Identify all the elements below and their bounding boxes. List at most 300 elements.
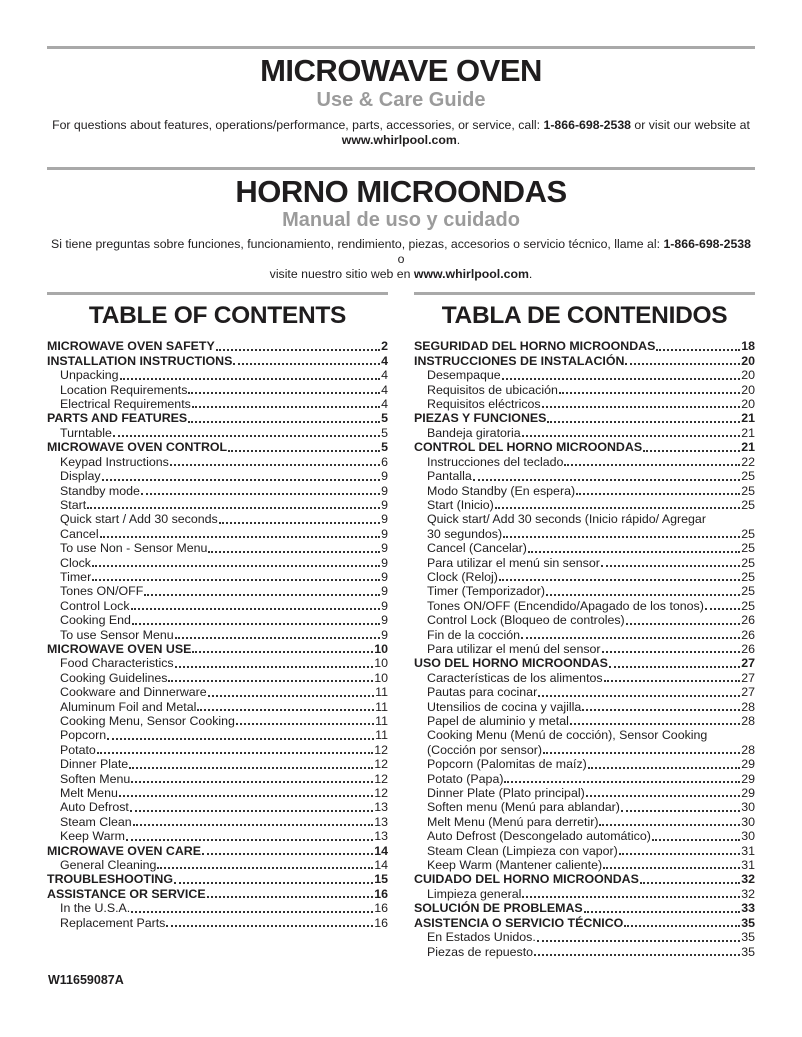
toc-entry-label: INSTRUCCIONES DE INSTALACIÓN — [414, 353, 625, 368]
toc-entry — [414, 541, 755, 555]
toc-page-number: 26 — [741, 613, 755, 628]
toc-page-number: 30 — [741, 829, 755, 844]
toc-entry-label: Características de los alimentos — [427, 670, 603, 685]
doc-title-es: HORNO MICROONDAS — [235, 173, 567, 209]
toc-page-number: 27 — [741, 685, 755, 700]
toc-page-number: 29 — [741, 786, 755, 801]
toc-entry-label: Timer — [60, 569, 92, 584]
toc-entry — [414, 916, 755, 930]
divider — [47, 292, 388, 295]
toc-entry-label: Cooking Menu, Sensor Cooking — [60, 714, 235, 729]
dot-leader — [126, 839, 373, 841]
toc-entry-label: Keypad Instructions — [60, 454, 169, 469]
toc-page-number: 26 — [741, 627, 755, 642]
dot-leader — [522, 896, 740, 898]
toc-entry-label: SOLUCIÓN DE PROBLEMAS — [414, 901, 583, 916]
dot-leader — [576, 493, 740, 495]
dot-leader — [119, 795, 373, 797]
toc-page-number: 13 — [374, 829, 388, 844]
toc-page-number: 29 — [741, 771, 755, 786]
toc-heading-en: TABLE OF CONTENTS — [88, 302, 347, 330]
toc-page-number: 21 — [741, 425, 755, 440]
toc-entry — [47, 527, 388, 541]
toc-page-number: 30 — [741, 800, 755, 815]
dot-leader — [582, 709, 740, 711]
toc-entry — [414, 498, 755, 512]
toc-page-number: 25 — [741, 469, 755, 484]
toc-entry-label: PARTS AND FEATURES — [47, 411, 188, 426]
toc-page-number: 10 — [374, 670, 388, 685]
toc-page-number: 25 — [741, 569, 755, 584]
dot-leader — [601, 565, 740, 567]
toc-entry-label: In the U.S.A. — [60, 901, 131, 916]
toc-entry-label: Para utilizar el menú sin sensor — [427, 555, 600, 570]
toc-entry — [414, 656, 755, 670]
toc-entry-label: Display — [60, 469, 101, 484]
toc-entry — [47, 815, 388, 829]
toc-entry — [47, 613, 388, 627]
dot-leader — [625, 363, 740, 365]
toc-page-number: 31 — [741, 843, 755, 858]
toc-entry — [47, 887, 388, 901]
toc-page-number: 21 — [741, 440, 755, 455]
toc-entry — [414, 628, 755, 642]
contact-text-es-pre: Si tiene preguntas sobre funciones, funcionamiento, rendimiento, piezas, accesorios o servicio técnico, llame al: — [51, 237, 664, 252]
website-url-es: www.whirlpool.com — [413, 267, 529, 282]
dot-leader — [537, 940, 740, 942]
toc-page-number: 13 — [374, 800, 388, 815]
toc-page-number: 5 — [381, 425, 388, 440]
dot-leader — [609, 666, 740, 668]
toc-entry — [47, 397, 388, 411]
phone-number-es: 1-866-698-2538 — [663, 237, 751, 252]
toc-entry — [47, 368, 388, 382]
toc-entry — [414, 455, 755, 469]
dot-leader — [233, 363, 380, 365]
toc-entry-label: Location Requirements — [60, 382, 188, 397]
toc-page-number: 27 — [741, 670, 755, 685]
toc-page-number: 18 — [741, 339, 755, 354]
toc-entry — [414, 844, 755, 858]
toc-entry-label: Cooking End — [60, 613, 131, 628]
dot-leader — [131, 911, 373, 913]
dot-leader — [502, 378, 741, 380]
dot-leader — [120, 378, 381, 380]
phone-number-en: 1-866-698-2538 — [543, 117, 632, 132]
toc-list-es — [414, 339, 755, 958]
dot-leader — [188, 392, 380, 394]
toc-entry — [414, 872, 755, 886]
dot-leader — [473, 479, 740, 481]
toc-page-number: 9 — [381, 569, 388, 584]
toc-page-number: 16 — [374, 915, 388, 930]
toc-entry — [47, 671, 388, 685]
divider — [47, 46, 755, 49]
toc-entry-label: (Cocción por sensor) — [427, 742, 543, 757]
toc-entry — [47, 916, 388, 930]
dot-leader — [131, 781, 373, 783]
toc-page-number: 32 — [741, 872, 755, 887]
toc-entry — [47, 455, 388, 469]
toc-entry — [414, 584, 755, 598]
doc-title-en: MICROWAVE OVEN — [260, 53, 542, 88]
toc-entry — [414, 901, 755, 915]
toc-entry-label: Papel de aluminio y metal — [427, 714, 569, 729]
toc-page-number: 32 — [741, 886, 755, 901]
toc-entry — [47, 484, 388, 498]
toc-entry-label: Control Lock — [60, 598, 130, 613]
toc-entry-label: MICROWAVE OVEN CARE — [47, 843, 201, 858]
toc-entry — [47, 628, 388, 642]
toc-entry — [414, 512, 755, 526]
toc-page-number: 9 — [381, 483, 388, 498]
toc-page-number: 9 — [381, 541, 388, 556]
contact-text-en-post: or visit our website at — [631, 117, 750, 132]
dot-leader — [197, 709, 374, 711]
dot-leader — [528, 551, 740, 553]
toc-entry — [47, 584, 388, 598]
toc-entry-label: Cooking Menu (Menú de cocción), Sensor Cooking — [427, 728, 708, 743]
toc-page-number: 14 — [374, 843, 388, 858]
toc-entry-label: Turntable — [60, 425, 112, 440]
toc-page-number: 35 — [741, 915, 755, 930]
toc-entry-label: Steam Clean (Limpieza con vapor) — [427, 843, 618, 858]
dot-leader — [503, 536, 740, 538]
toc-entry-label: Pautas para cocinar — [427, 685, 538, 700]
dot-leader — [92, 565, 380, 567]
toc-entry-label: Clock (Reloj) — [427, 569, 498, 584]
toc-entry — [414, 570, 755, 584]
toc-entry-label: Instrucciones del teclado — [427, 454, 564, 469]
toc-page-number: 20 — [741, 397, 755, 412]
toc-page-number: 4 — [381, 397, 388, 412]
dot-leader — [656, 349, 740, 351]
toc-entry-label: Potato — [60, 742, 96, 757]
dot-leader — [87, 507, 380, 509]
toc-entry-label: En Estados Unidos. — [427, 930, 536, 945]
toc-entry-label: SEGURIDAD DEL HORNO MICROONDAS — [414, 339, 656, 354]
toc-entry — [47, 700, 388, 714]
toc-entry — [47, 772, 388, 786]
toc-entry — [414, 426, 755, 440]
toc-column-es — [414, 292, 755, 959]
toc-entry-label: Start — [60, 497, 87, 512]
dot-leader — [584, 911, 741, 913]
dot-leader — [599, 824, 740, 826]
toc-page-number: 16 — [374, 886, 388, 901]
dot-leader — [107, 738, 374, 740]
toc-entry — [47, 743, 388, 757]
toc-entry-label: Utensilios de cocina y vajilla — [427, 699, 582, 714]
toc-entry — [414, 858, 755, 872]
dot-leader — [626, 623, 741, 625]
toc-entry-label: Potato (Papa) — [427, 771, 504, 786]
toc-entry — [47, 556, 388, 570]
toc-entry — [414, 642, 755, 656]
toc-entry — [414, 700, 755, 714]
toc-page-number: 30 — [741, 814, 755, 829]
toc-page-number: 5 — [381, 440, 388, 455]
dot-leader — [113, 435, 380, 437]
toc-entry — [414, 743, 755, 757]
dot-leader — [570, 723, 740, 725]
toc-page-number: 25 — [741, 497, 755, 512]
dot-leader — [588, 767, 740, 769]
toc-entry-label: Food Characteristics — [60, 656, 174, 671]
toc-entry-label: Fin de la cocción — [427, 627, 520, 642]
dot-leader — [640, 882, 740, 884]
dot-leader — [102, 479, 380, 481]
toc-page-number: 4 — [381, 382, 388, 397]
toc-page-number: 11 — [375, 728, 388, 743]
toc-entry-label: USO DEL HORNO MICROONDAS — [414, 656, 608, 671]
dot-leader — [188, 421, 380, 423]
dot-leader — [603, 867, 740, 869]
dot-leader — [216, 349, 380, 351]
toc-page-number: 20 — [741, 368, 755, 383]
toc-entry-label: Cookware and Dinnerware — [60, 685, 207, 700]
doc-subtitle-en: Use & Care Guide — [316, 88, 486, 111]
toc-entry — [47, 844, 388, 858]
dot-leader — [236, 723, 374, 725]
toc-entry-label: Desempaque — [427, 368, 501, 383]
toc-entry-label: Dinner Plate (Plato principal) — [427, 786, 585, 801]
toc-page-number: 25 — [741, 584, 755, 599]
dot-leader — [144, 594, 380, 596]
toc-entry-label: Requisitos de ubicación — [427, 382, 558, 397]
dot-leader — [542, 406, 741, 408]
toc-page-number: 15 — [374, 872, 388, 887]
toc-page-number: 12 — [374, 771, 388, 786]
toc-page-number: 9 — [381, 613, 388, 628]
toc-entry — [47, 498, 388, 512]
dot-leader — [652, 839, 740, 841]
toc-entry-label: General Cleaning — [60, 858, 157, 873]
toc-entry — [414, 368, 755, 382]
toc-page-number: 9 — [381, 555, 388, 570]
dot-leader — [538, 695, 740, 697]
toc-entry-label: Cooking Guidelines — [60, 670, 168, 685]
toc-entry — [47, 656, 388, 670]
toc-page-number: 11 — [375, 685, 388, 700]
toc-entry — [47, 642, 388, 656]
toc-page-number: 25 — [741, 526, 755, 541]
dot-leader — [586, 795, 740, 797]
toc-page-number: 12 — [374, 786, 388, 801]
toc-entry — [414, 786, 755, 800]
toc-column-en — [47, 292, 388, 959]
toc-entry — [414, 613, 755, 627]
contact-text-es — [47, 237, 755, 282]
toc-entry-label: Soften menu (Menú para ablandar) — [427, 800, 620, 815]
toc-page-number: 33 — [741, 901, 755, 916]
toc-page-number: 10 — [374, 656, 388, 671]
website-url-en: www.whirlpool.com — [341, 132, 457, 147]
dot-leader — [132, 623, 380, 625]
dot-leader — [602, 651, 741, 653]
toc-entry-label: CONTROL DEL HORNO MICROONDAS — [414, 440, 643, 455]
toc-entry — [414, 354, 755, 368]
toc-entry-label: TROUBLESHOOTING — [47, 872, 173, 887]
toc-page-number: 27 — [741, 656, 755, 671]
toc-entry — [414, 714, 755, 728]
toc-entry — [47, 728, 388, 742]
toc-entry-label: Melt Menu — [60, 786, 118, 801]
toc-entry-label: Unpacking — [60, 368, 119, 383]
toc-entry-label: Cancel (Cancelar) — [427, 541, 527, 556]
toc-entry-label: Bandeja giratoria — [427, 425, 521, 440]
toc-entry — [47, 541, 388, 555]
toc-entry — [414, 945, 755, 959]
dot-leader — [522, 435, 741, 437]
toc-entry-label: Limpieza general — [427, 886, 522, 901]
toc-page-number: 11 — [375, 714, 388, 729]
dot-leader — [619, 853, 740, 855]
toc-page-number: 22 — [741, 454, 755, 469]
dot-leader — [133, 824, 374, 826]
toc-entry-label: Timer (Temporizador) — [427, 584, 545, 599]
toc-entry-label: Popcorn — [60, 728, 107, 743]
toc-entry-label: Clock — [60, 555, 91, 570]
dot-leader — [166, 925, 373, 927]
toc-entry — [47, 469, 388, 483]
toc-entry — [414, 685, 755, 699]
dot-leader — [97, 752, 373, 754]
toc-page-number: 20 — [741, 382, 755, 397]
toc-page-number: 9 — [381, 469, 388, 484]
dot-leader — [534, 954, 740, 956]
toc-entry-label: Quick start / Add 30 seconds — [60, 512, 218, 527]
toc-entry-label: Replacement Parts — [60, 915, 166, 930]
toc-entry-label: To use Non - Sensor Menu — [60, 541, 208, 556]
dot-leader — [546, 594, 740, 596]
toc-entry — [47, 786, 388, 800]
toc-entry — [47, 339, 388, 353]
toc-entry-label: Keep Warm — [60, 829, 125, 844]
toc-entry — [414, 383, 755, 397]
dot-leader — [564, 464, 740, 466]
dot-leader — [174, 882, 373, 884]
toc-page-number: 35 — [741, 930, 755, 945]
toc-entry-label: Dinner Plate — [60, 757, 129, 772]
dot-leader — [624, 925, 740, 927]
dot-leader — [621, 810, 740, 812]
toc-page-number: 25 — [741, 598, 755, 613]
toc-entry-label: Quick start/ Add 30 seconds (Inicio rápido/ Agregar — [427, 512, 706, 527]
toc-entry — [414, 599, 755, 613]
toc-page-number: 16 — [374, 901, 388, 916]
toc-entry — [414, 829, 755, 843]
toc-page-number: 11 — [375, 699, 388, 714]
divider — [414, 292, 755, 295]
dot-leader — [192, 406, 380, 408]
toc-entry-label: MICROWAVE OVEN SAFETY — [47, 339, 215, 354]
toc-entry-label: Melt Menu (Menú para derretir) — [427, 814, 599, 829]
toc-entry-label: To use Sensor Menu — [60, 627, 174, 642]
dot-leader — [141, 493, 380, 495]
toc-entry — [47, 800, 388, 814]
contact-text-es-line2: visite nuestro sitio web en — [269, 267, 414, 282]
toc-entry-label: Keep Warm (Mantener caliente) — [427, 858, 603, 873]
toc-entry-label: Aluminum Foil and Metal — [60, 699, 197, 714]
toc-entry-label: Cancel — [60, 526, 99, 541]
dot-leader — [157, 867, 373, 869]
toc-page-number: 9 — [381, 512, 388, 527]
toc-entry-label: PIEZAS Y FUNCIONES — [414, 411, 547, 426]
toc-page-number: 4 — [381, 368, 388, 383]
toc-entry — [414, 728, 755, 742]
dot-leader — [175, 666, 374, 668]
toc-entry — [414, 815, 755, 829]
toc-entry-label: MICROWAVE OVEN CONTROL — [47, 440, 228, 455]
toc-entry-label: ASSISTANCE OR SERVICE — [47, 886, 206, 901]
dot-leader — [604, 680, 741, 682]
toc-page-number: 14 — [374, 858, 388, 873]
toc-entry — [47, 411, 388, 425]
toc-entry — [47, 858, 388, 872]
toc-entry — [414, 440, 755, 454]
dot-leader — [705, 608, 740, 610]
toc-entry-label: Electrical Requirements — [60, 397, 191, 412]
contact-text-es-end: . — [528, 267, 533, 282]
toc-entry-label: Popcorn (Palomitas de maíz) — [427, 757, 587, 772]
toc-page-number: 9 — [381, 598, 388, 613]
toc-section — [47, 292, 755, 959]
toc-entry — [414, 527, 755, 541]
toc-entry — [414, 556, 755, 570]
dot-leader — [547, 421, 740, 423]
dot-leader — [100, 536, 381, 538]
toc-page-number: 28 — [741, 714, 755, 729]
toc-entry-label: Requisitos eléctricos — [427, 397, 541, 412]
toc-page-number: 35 — [741, 944, 755, 959]
toc-entry — [47, 599, 388, 613]
toc-page-number: 9 — [381, 526, 388, 541]
toc-entry — [47, 440, 388, 454]
toc-entry-label: Start (Inicio) — [427, 497, 494, 512]
toc-entry-label: Soften Menu — [60, 771, 131, 786]
toc-entry — [47, 685, 388, 699]
dot-leader — [208, 551, 380, 553]
toc-entry — [414, 800, 755, 814]
doc-subtitle-es: Manual de uso y cuidado — [282, 209, 520, 232]
toc-page-number: 10 — [374, 641, 388, 656]
toc-entry-label: Auto Defrost (Descongelado automático) — [427, 829, 651, 844]
dot-leader — [521, 637, 740, 639]
toc-entry — [47, 829, 388, 843]
toc-entry-label: Para utilizar el menú del sensor — [427, 641, 601, 656]
dot-leader — [192, 651, 373, 653]
toc-entry-label: Tones ON/OFF (Encendido/Apagado de los tonos) — [427, 598, 704, 613]
toc-entry-label: CUIDADO DEL HORNO MICROONDAS — [414, 872, 639, 887]
dot-leader — [175, 637, 380, 639]
toc-entry-label: Modo Standby (En espera) — [427, 483, 576, 498]
toc-entry — [47, 872, 388, 886]
dot-leader — [202, 853, 373, 855]
toc-entry — [414, 887, 755, 901]
dot-leader — [559, 392, 740, 394]
dot-leader — [499, 579, 740, 581]
dot-leader — [495, 507, 740, 509]
contact-text-en-end: . — [456, 132, 461, 147]
dot-leader — [228, 450, 380, 452]
dot-leader — [92, 579, 380, 581]
toc-entry — [47, 757, 388, 771]
dot-leader — [129, 767, 373, 769]
toc-entry-label: Control Lock (Bloqueo de controles) — [427, 613, 625, 628]
toc-entry-label: ASISTENCIA O SERVICIO TÉCNICO — [414, 915, 624, 930]
toc-entry-label: INSTALLATION INSTRUCTIONS — [47, 353, 233, 368]
